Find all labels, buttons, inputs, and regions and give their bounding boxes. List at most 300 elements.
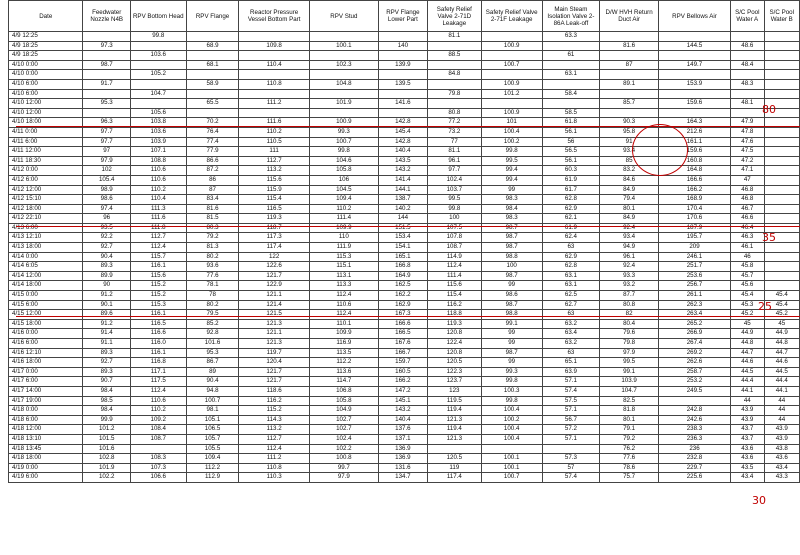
value-cell [309, 32, 378, 42]
value-cell: 159.6 [658, 147, 730, 157]
value-cell: 109.4 [186, 454, 239, 464]
value-cell: 102.7 [309, 415, 378, 425]
value-cell: 258.7 [658, 367, 730, 377]
column-header: RPV Flange Lower Part [378, 1, 427, 32]
value-cell: 89.3 [83, 348, 130, 358]
value-cell: 57.1 [542, 434, 600, 444]
value-cell: 110.8 [239, 79, 309, 89]
value-cell [764, 127, 799, 137]
value-cell [130, 444, 186, 454]
value-cell: 92.4 [600, 262, 659, 272]
value-cell [764, 70, 799, 80]
value-cell: 154.1 [378, 243, 427, 253]
value-cell: 99.5 [481, 156, 542, 166]
date-cell: 4/12 22:10 [9, 214, 83, 224]
value-cell [481, 70, 542, 80]
value-cell: 99.1 [600, 367, 659, 377]
value-cell [731, 51, 764, 61]
value-cell: 100.2 [481, 137, 542, 147]
value-cell: 99 [481, 358, 542, 368]
value-cell: 103.6 [130, 127, 186, 137]
date-cell: 4/17 14:00 [9, 386, 83, 396]
value-cell: 100.1 [481, 454, 542, 464]
value-cell [764, 271, 799, 281]
value-cell: 118.8 [427, 310, 481, 320]
value-cell: 45.6 [731, 281, 764, 291]
value-cell: 141.4 [378, 175, 427, 185]
value-cell: 44 [764, 396, 799, 406]
date-cell: 4/15 18:00 [9, 319, 83, 329]
value-cell: 141.6 [378, 99, 427, 109]
value-cell [427, 79, 481, 89]
value-cell: 103.7 [427, 185, 481, 195]
value-cell: 44 [764, 415, 799, 425]
value-cell: 47.2 [731, 156, 764, 166]
value-cell [764, 60, 799, 70]
value-cell [130, 60, 186, 70]
value-cell: 62.7 [542, 300, 600, 310]
value-cell: 110.1 [309, 319, 378, 329]
value-cell [731, 32, 764, 42]
value-cell: 43.9 [764, 434, 799, 444]
value-cell: 84.6 [600, 175, 659, 185]
value-cell: 109.9 [309, 223, 378, 233]
table-row [9, 473, 800, 483]
value-cell: 166.7 [378, 348, 427, 358]
value-cell: 98.6 [481, 291, 542, 301]
table-row [9, 396, 800, 406]
value-cell: 77.2 [427, 118, 481, 128]
value-cell [658, 108, 730, 118]
value-cell: 101 [481, 118, 542, 128]
value-cell: 116.5 [130, 319, 186, 329]
value-cell [309, 108, 378, 118]
value-cell: 98.8 [481, 252, 542, 262]
value-cell: 45.4 [731, 291, 764, 301]
value-cell: 96.1 [427, 156, 481, 166]
table-row [9, 185, 800, 195]
value-cell: 62.4 [542, 233, 600, 243]
value-cell [378, 89, 427, 99]
value-cell: 63 [542, 310, 600, 320]
value-cell: 151.5 [378, 223, 427, 233]
value-cell: 97.9 [309, 473, 378, 483]
value-cell: 56.1 [542, 127, 600, 137]
value-cell: 104.9 [309, 406, 378, 416]
table-row [9, 89, 800, 99]
value-cell [83, 70, 130, 80]
value-cell: 91 [600, 137, 659, 147]
value-cell [764, 252, 799, 262]
value-cell: 43.4 [764, 463, 799, 473]
value-cell: 82.5 [600, 396, 659, 406]
value-cell: 136.9 [378, 454, 427, 464]
value-cell: 100.3 [481, 386, 542, 396]
value-cell: 106.6 [130, 473, 186, 483]
value-cell: 56.7 [542, 415, 600, 425]
value-cell: 84.9 [600, 214, 659, 224]
value-cell: 110.6 [130, 396, 186, 406]
value-cell: 65.5 [186, 99, 239, 109]
value-cell [239, 70, 309, 80]
value-cell: 111.4 [427, 271, 481, 281]
date-cell: 4/16 18:00 [9, 358, 83, 368]
table-row [9, 41, 800, 51]
value-cell: 108.7 [130, 434, 186, 444]
value-cell: 108.4 [130, 425, 186, 435]
value-cell: 120.5 [427, 358, 481, 368]
value-cell [600, 32, 659, 42]
value-cell: 101.6 [186, 339, 239, 349]
value-cell: 93.4 [600, 147, 659, 157]
value-cell: 46.8 [731, 195, 764, 205]
value-cell: 145.1 [378, 396, 427, 406]
value-cell: 57.1 [542, 377, 600, 387]
value-cell: 91.1 [83, 339, 130, 349]
value-cell: 97.3 [83, 41, 130, 51]
value-cell: 46.4 [731, 223, 764, 233]
value-cell: 115.3 [309, 252, 378, 262]
value-cell [130, 41, 186, 51]
column-header: Safety Relief Valve 2-71F Leakage [481, 1, 542, 32]
value-cell: 45.7 [731, 271, 764, 281]
value-cell: 100.7 [481, 473, 542, 483]
value-cell: 116.1 [130, 262, 186, 272]
value-cell: 113.3 [309, 281, 378, 291]
value-cell: 112.7 [239, 156, 309, 166]
value-cell: 85.7 [600, 99, 659, 109]
value-cell [481, 51, 542, 61]
date-cell: 4/13 6:00 [9, 223, 83, 233]
value-cell: 63.1 [542, 271, 600, 281]
value-cell: 122.9 [239, 281, 309, 291]
value-cell [600, 70, 659, 80]
value-cell: 44 [731, 396, 764, 406]
value-cell: 76.4 [186, 127, 239, 137]
value-cell: 112.2 [186, 463, 239, 473]
value-cell: 100.7 [481, 60, 542, 70]
value-cell: 77 [427, 137, 481, 147]
value-cell: 90.1 [83, 300, 130, 310]
value-cell: 110.6 [130, 166, 186, 176]
value-cell: 48.1 [731, 99, 764, 109]
value-cell: 43.9 [764, 425, 799, 435]
value-cell: 93.4 [600, 233, 659, 243]
value-cell: 58.5 [542, 108, 600, 118]
table-row [9, 252, 800, 262]
value-cell: 103.6 [130, 51, 186, 61]
value-cell: 90.7 [83, 377, 130, 387]
table-row [9, 281, 800, 291]
value-cell: 114.3 [239, 415, 309, 425]
date-cell: 4/18 6:00 [9, 415, 83, 425]
value-cell [427, 444, 481, 454]
value-cell: 108.8 [130, 156, 186, 166]
value-cell: 90.4 [83, 252, 130, 262]
column-header: RPV Bellows Air [658, 1, 730, 32]
value-cell: 162.2 [378, 291, 427, 301]
value-cell: 57.4 [542, 473, 600, 483]
value-cell: 85 [600, 156, 659, 166]
value-cell: 80.8 [427, 108, 481, 118]
value-cell: 98.7 [481, 348, 542, 358]
value-cell: 98.3 [481, 214, 542, 224]
value-cell: 100 [481, 262, 542, 272]
date-cell: 4/18 18:00 [9, 454, 83, 464]
value-cell [764, 51, 799, 61]
value-cell: 115.2 [130, 291, 186, 301]
value-cell [764, 185, 799, 195]
value-cell: 256.7 [658, 281, 730, 291]
value-cell: 98.7 [481, 271, 542, 281]
value-cell: 57.3 [542, 454, 600, 464]
value-cell: 119.5 [427, 396, 481, 406]
value-cell: 116.5 [239, 204, 309, 214]
table-row [9, 425, 800, 435]
value-cell [186, 89, 239, 99]
value-cell: 110.2 [239, 127, 309, 137]
value-cell: 106 [309, 175, 378, 185]
value-cell: 100.9 [481, 79, 542, 89]
value-cell [764, 262, 799, 272]
date-cell: 4/14 12:00 [9, 271, 83, 281]
value-cell: 98.9 [83, 185, 130, 195]
value-cell: 91.4 [83, 329, 130, 339]
value-cell: 47.6 [731, 137, 764, 147]
value-cell: 115.2 [239, 406, 309, 416]
value-cell: 96.1 [600, 252, 659, 262]
date-cell: 4/11 6:00 [9, 137, 83, 147]
value-cell: 63.4 [542, 329, 600, 339]
table-row [9, 70, 800, 80]
value-cell: 120.8 [427, 329, 481, 339]
value-cell: 57.5 [542, 396, 600, 406]
value-cell: 99.8 [309, 147, 378, 157]
value-cell: 251.7 [658, 262, 730, 272]
date-cell: 4/11 18:30 [9, 156, 83, 166]
value-cell: 90.4 [186, 377, 239, 387]
value-cell: 121.5 [239, 310, 309, 320]
value-cell: 110 [309, 233, 378, 243]
value-cell: 44.5 [764, 367, 799, 377]
value-cell: 100.9 [309, 118, 378, 128]
value-cell: 44 [764, 406, 799, 416]
value-cell: 116.6 [130, 329, 186, 339]
date-cell: 4/15 0:00 [9, 291, 83, 301]
value-cell: 117.4 [239, 243, 309, 253]
date-cell: 4/10 12:00 [9, 99, 83, 109]
value-cell: 44.9 [731, 329, 764, 339]
table-row [9, 243, 800, 253]
value-cell: 136.9 [378, 444, 427, 454]
value-cell [764, 214, 799, 224]
value-cell: 99 [481, 339, 542, 349]
value-cell: 123 [427, 386, 481, 396]
value-cell: 57.4 [542, 386, 600, 396]
value-cell: 63.1 [542, 281, 600, 291]
value-cell: 107.1 [130, 147, 186, 157]
value-cell: 115.4 [427, 291, 481, 301]
value-cell [658, 89, 730, 99]
value-cell: 101.9 [83, 463, 130, 473]
value-cell: 43.8 [764, 444, 799, 454]
value-cell: 100.1 [309, 41, 378, 51]
value-cell: 79.2 [600, 434, 659, 444]
value-cell: 120.5 [427, 454, 481, 464]
value-cell: 117.1 [130, 367, 186, 377]
value-cell: 44.6 [731, 358, 764, 368]
value-cell: 104.7 [600, 386, 659, 396]
value-cell: 100.8 [309, 454, 378, 464]
value-cell: 98.7 [481, 233, 542, 243]
threshold-label-80: 80 [762, 103, 776, 116]
value-cell: 43.6 [764, 454, 799, 464]
value-cell: 80.1 [600, 204, 659, 214]
value-cell: 97.7 [83, 127, 130, 137]
table-row [9, 79, 800, 89]
value-cell: 46.6 [731, 214, 764, 224]
date-cell: 4/18 12:00 [9, 425, 83, 435]
value-cell: 99.8 [481, 377, 542, 387]
value-cell: 108.3 [130, 454, 186, 464]
value-cell [481, 32, 542, 42]
value-cell: 44.8 [731, 339, 764, 349]
value-cell [239, 32, 309, 42]
value-cell: 83.2 [600, 166, 659, 176]
value-cell: 140.2 [378, 204, 427, 214]
value-cell: 81.1 [427, 32, 481, 42]
date-cell: 4/18 13:10 [9, 434, 83, 444]
value-cell: 44.8 [764, 339, 799, 349]
value-cell: 104.8 [309, 79, 378, 89]
table-row [9, 204, 800, 214]
value-cell: 153.4 [378, 233, 427, 243]
value-cell: 45 [764, 319, 799, 329]
value-cell: 162.5 [378, 281, 427, 291]
value-cell: 68.1 [186, 60, 239, 70]
value-cell: 85.2 [186, 319, 239, 329]
date-cell: 4/17 0:00 [9, 367, 83, 377]
value-cell: 167.6 [378, 339, 427, 349]
value-cell: 105.7 [186, 434, 239, 444]
value-cell: 97.7 [427, 166, 481, 176]
value-cell: 61.7 [542, 185, 600, 195]
temperature-data-table [8, 0, 800, 483]
column-header: Date [9, 1, 83, 32]
value-cell: 112.4 [309, 291, 378, 301]
value-cell: 111.4 [309, 214, 378, 224]
value-cell: 63 [542, 243, 600, 253]
value-cell: 80.2 [186, 300, 239, 310]
value-cell: 48.3 [731, 79, 764, 89]
value-cell: 262.3 [658, 300, 730, 310]
value-cell: 99.4 [481, 175, 542, 185]
table-row [9, 99, 800, 109]
value-cell: 119.7 [239, 348, 309, 358]
value-cell: 89.6 [83, 310, 130, 320]
value-cell: 102.8 [83, 454, 130, 464]
value-cell: 58.9 [186, 79, 239, 89]
value-cell: 103.8 [130, 118, 186, 128]
value-cell [764, 166, 799, 176]
value-cell: 98.8 [481, 310, 542, 320]
value-cell: 79.1 [600, 425, 659, 435]
value-cell: 86.7 [186, 358, 239, 368]
value-cell: 138.7 [378, 195, 427, 205]
value-cell: 102.3 [309, 60, 378, 70]
value-cell: 236 [658, 444, 730, 454]
table-row [9, 195, 800, 205]
value-cell [481, 99, 542, 109]
value-cell: 119 [427, 463, 481, 473]
value-cell: 98.7 [481, 300, 542, 310]
date-cell: 4/12 12:00 [9, 185, 83, 195]
value-cell: 108.7 [427, 243, 481, 253]
value-cell: 109.9 [309, 329, 378, 339]
value-cell: 102 [83, 166, 130, 176]
table-row [9, 367, 800, 377]
value-cell [481, 444, 542, 454]
value-cell: 165.1 [378, 252, 427, 262]
value-cell: 105.5 [186, 444, 239, 454]
value-cell: 77.6 [600, 454, 659, 464]
value-cell: 93.5 [83, 223, 130, 233]
date-cell: 4/9 18:25 [9, 51, 83, 61]
threshold-label-35: 35 [762, 231, 776, 244]
value-cell: 238.3 [658, 425, 730, 435]
value-cell: 77.9 [186, 147, 239, 157]
value-cell: 97.9 [83, 156, 130, 166]
value-cell [309, 51, 378, 61]
value-cell: 99 [481, 185, 542, 195]
value-cell: 105.8 [309, 396, 378, 406]
value-cell [764, 204, 799, 214]
value-cell: 77.4 [186, 137, 239, 147]
value-cell: 102.4 [427, 175, 481, 185]
value-cell: 98.4 [481, 204, 542, 214]
table-row [9, 271, 800, 281]
value-cell: 225.6 [658, 473, 730, 483]
value-cell: 145.4 [378, 127, 427, 137]
value-cell: 121.7 [239, 271, 309, 281]
value-cell: 261.1 [658, 291, 730, 301]
table-row [9, 60, 800, 70]
value-cell [186, 108, 239, 118]
value-cell: 119.4 [427, 406, 481, 416]
value-cell: 117.5 [130, 377, 186, 387]
value-cell: 104.5 [309, 185, 378, 195]
value-cell: 89 [186, 367, 239, 377]
value-cell: 253.2 [658, 377, 730, 387]
value-cell: 44.6 [764, 358, 799, 368]
value-cell: 100.1 [481, 463, 542, 473]
value-cell: 43.3 [764, 473, 799, 483]
value-cell: 170.4 [658, 204, 730, 214]
value-cell [239, 89, 309, 99]
value-cell: 99.7 [309, 463, 378, 473]
value-cell: 98.3 [481, 195, 542, 205]
value-cell: 119.3 [239, 214, 309, 224]
value-cell: 95.3 [83, 99, 130, 109]
value-cell: 87.7 [600, 291, 659, 301]
value-cell: 139.9 [378, 60, 427, 70]
value-cell: 139.5 [378, 79, 427, 89]
value-cell [658, 51, 730, 61]
value-cell: 267.4 [658, 339, 730, 349]
value-cell: 98.6 [83, 195, 130, 205]
value-cell: 100.4 [481, 434, 542, 444]
table-row [9, 175, 800, 185]
